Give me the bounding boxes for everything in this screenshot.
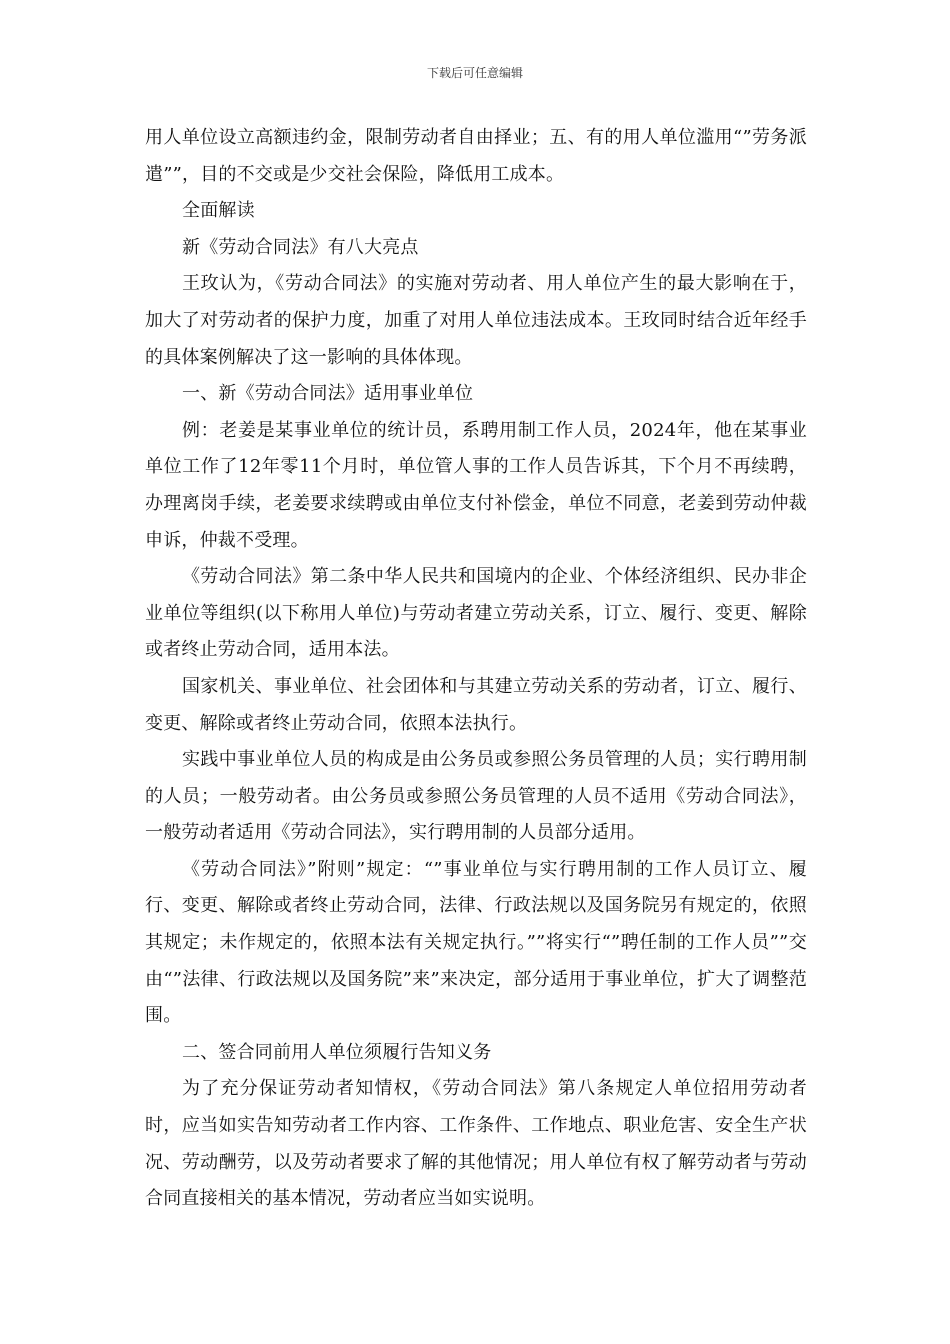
document-body [145,120,807,1218]
paragraph: 例：老姜是某事业单位的统计员，系聘用制工作人员，2024年，他在某事业单位工作了12年零11个月时，单位管人事的工作人员告诉其，下个月不再续聘，办理离岗手续，老姜要求续聘或由单位支付补偿金，单位不同意，老姜到劳动仲裁申诉，仲裁不受理。 [145,419,807,551]
section-heading: 一、新《劳动合同法》适用事业单位 [182,383,474,405]
paragraph: 国家机关、事业单位、社会团体和与其建立劳动关系的劳动者，订立、履行、变更、解除或者终止劳动合同，依照本法执行。 [145,675,807,734]
page-header: 下载后可任意编辑 [426,66,523,80]
section-heading: 全面解读 [182,200,255,222]
paragraph: 为了充分保证劳动者知情权，《劳动合同法》第八条规定人单位招用劳动者时，应当如实告知劳动者工作内容、工作条件、工作地点、职业危害、安全生产状况、劳动酬劳，以及劳动者要求了解的其他情况；用人单位有权了解劳动者与劳动合同直接相关的基本情况，劳动者应当如实说明。 [145,1078,807,1210]
paragraph: 《劳动合同法》第二条中华人民共和国境内的企业、个体经济组织、民办非企业单位等组织(以下称用人单位)与劳动者建立劳动关系，订立、履行、变更、解除或者终止劳动合同，适用本法。 [145,566,807,661]
section-heading: 二、签合同前用人单位须履行告知义务 [182,1041,492,1063]
paragraph-continuation: 用人单位设立高额违约金，限制劳动者自由择业；五、有的用人单位滥用“”劳务派遣””，目的不交或是少交社会保险，降低用工成本。 [145,127,807,185]
paragraph: 实践中事业单位人员的构成是由公务员或参照公务员管理的人员；实行聘用制的人员；一般劳动者。由公务员或参照公务员管理的人员不适用《劳动合同法》，一般劳动者适用《劳动合同法》，实行聘用制的人员部分适用。 [145,749,807,844]
paragraph: 王玫认为，《劳动合同法》的实施对劳动者、用人单位产生的最大影响在于，加大了对劳动者的保护力度，加重了对用人单位违法成本。王玫同时结合近年经手的具体案例解决了这一影响的具体体现。 [145,273,807,368]
subheading: 新《劳动合同法》有八大亮点 [182,236,419,258]
paragraph: 《劳动合同法》”附则”规定：“”事业单位与实行聘用制的工作人员订立、履行、变更、解除或者终止劳动合同，法律、行政法规以及国务院另有规定的，依照其规定；未作规定的，依照本法有关规定执行。””将实行“”聘任制的工作人员””交由“”法律、行政法规以及国务院”来”来决定，部分适用于事业单位，扩大了调整范围。 [145,858,807,1027]
